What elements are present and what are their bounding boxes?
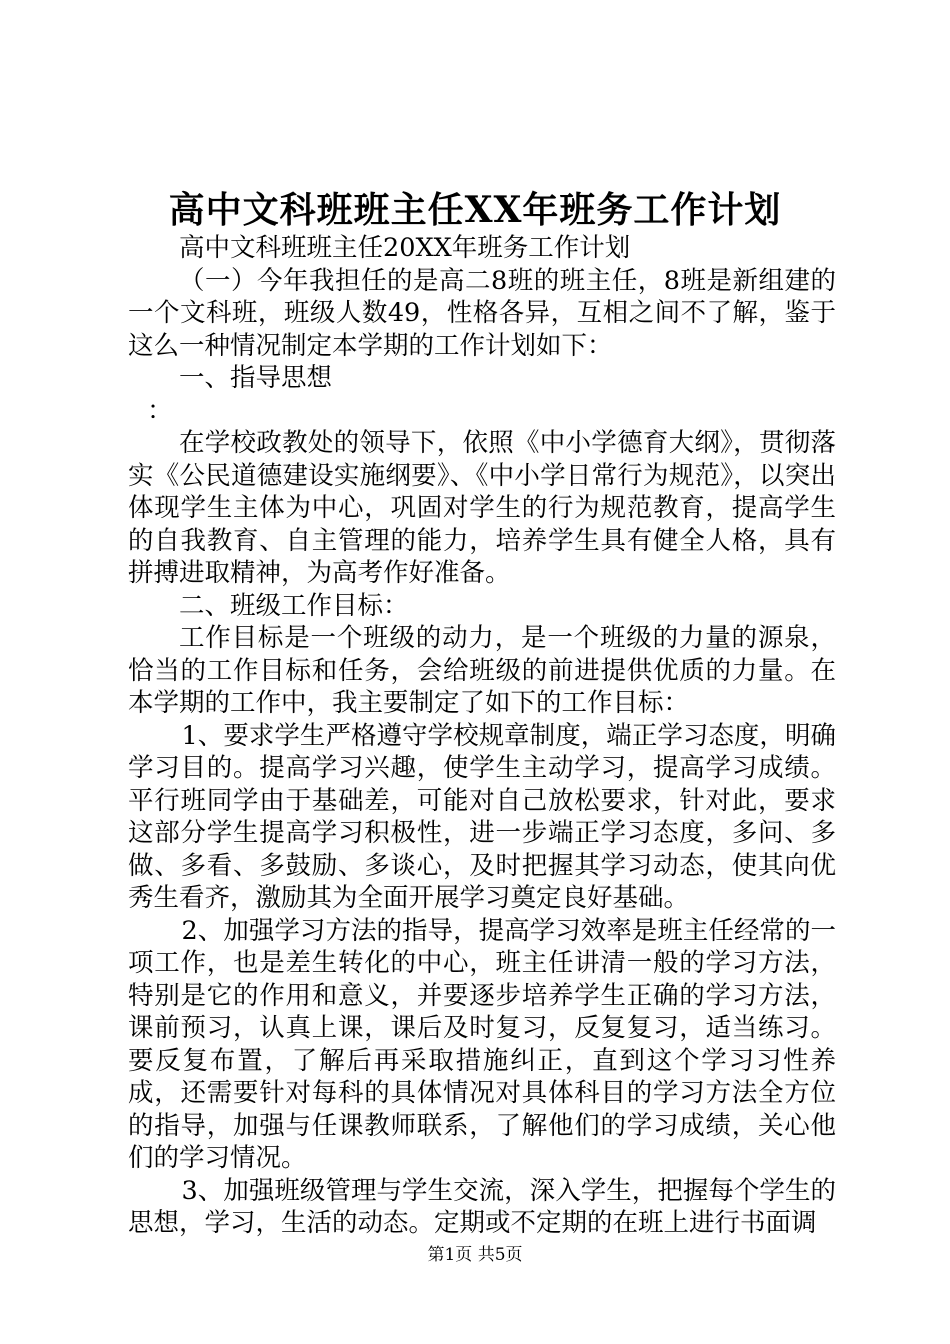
subtitle-paragraph: 高中文科班班主任20XX年班务工作计划 <box>179 233 631 263</box>
colon-line: ： <box>147 395 173 426</box>
section-heading-guiding-ideology: 一、指导思想 <box>179 363 333 393</box>
goal-item-1: 1、要求学生严格遵守学校规章制度，端正学习态度，明确学习目的。提高学习兴趣，使学生主动学习，提高学习成绩。平行班同学由于基础差，可能对自己放松要求，针对此，要求这部分学生提高学习积极性，进一步端正学习态度，多问、多做、多看、多鼓励、多谈心，及时把握其学习动态，使其向优秀生看齐，激励其为全面开展学习奠定良好基础。 <box>128 720 836 913</box>
page-footer: 第1页 共5页 <box>427 1245 523 1265</box>
section-heading-class-goals: 二、班级工作目标： <box>179 590 409 621</box>
guiding-ideology-paragraph: 在学校政教处的领导下，依照《中小学德育大纲》，贯彻落实《公民道德建设实施纲要》、《中小学日常行为规范》，以突出体现学生主体为中心，巩固对学生的行为规范教育，提高学生的自我教育、自主管理的能力，培养学生具有健全人格，具有拼搏进取精神，为高考作好准备。 <box>128 428 836 588</box>
class-goals-intro-paragraph: 工作目标是一个班级的动力，是一个班级的力量的源泉，恰当的工作目标和任务，会给班级的前进提供优质的力量。在本学期的工作中，我主要制定了如下的工作目标： <box>128 623 836 718</box>
document-title: 高中文科班班主任XX年班务工作计划 <box>168 189 782 231</box>
intro-paragraph: （一）今年我担任的是高二8班的班主任，8班是新组建的一个文科班，班级人数49，性格各异，互相之间不了解，鉴于这么一种情况制定本学期的工作计划如下： <box>128 265 836 361</box>
goal-item-2: 2、加强学习方法的指导，提高学习效率是班主任经常的一项工作，也是差生转化的中心，班主任讲清一般的学习方法，特别是它的作用和意义，并要逐步培养学生正确的学习方法，课前预习，认真上课，课后及时复习，反复复习，适当练习。要反复布置，了解后再采取措施纠正，直到这个学习习性养成，还需要针对每科的具体情况对具体科目的学习方法全方位的指导，加强与任课教师联系，了解他们的学习成绩，关心他们的学习情况。 <box>128 915 836 1173</box>
goal-item-3: 3、加强班级管理与学生交流，深入学生，把握每个学生的思想，学习，生活的动态。定期或不定期的在班上进行书面调 <box>128 1175 836 1238</box>
document-body <box>128 232 836 1240</box>
